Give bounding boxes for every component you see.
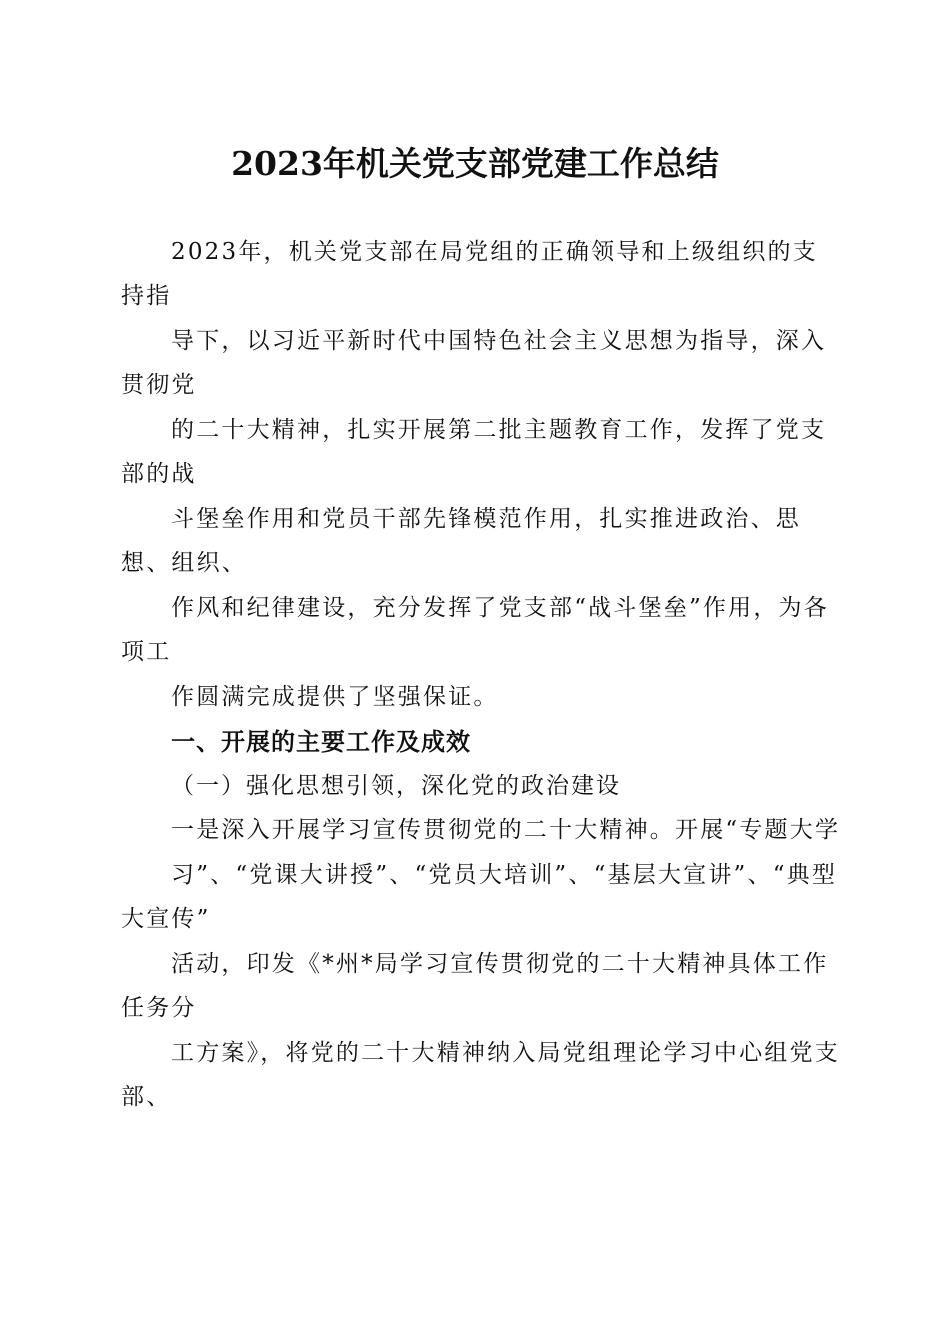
paragraph: 工方案》，将党的二十大精神纳入局党组理论学习中心组党支部、 (121, 1040, 840, 1110)
paragraph: 习”、“党课大讲授”、“党员大培训”、“基层大宣讲”、“典型大宣传” (121, 862, 838, 932)
paragraph: 作风和纪律建设，充分发挥了党支部“战斗堡垒”作用，为各项工 (121, 595, 829, 665)
paragraph: 活动，印发《*州*局学习宣传贯彻党的二十大精神具体工作任务分 (121, 951, 829, 1021)
document-body (121, 230, 841, 1120)
section-subheading: （一）强化思想引领，深化党的政治建设 (171, 773, 621, 799)
paragraph: 2023年，机关党支部在局党组的正确领导和上级组织的支持指 (121, 239, 818, 309)
document-title: 2023年机关党支部党建工作总结 (231, 144, 719, 183)
paragraph: 作圆满完成提供了坚强保证。 (171, 684, 499, 710)
paragraph: 的二十大精神，扎实开展第二批主题教育工作，发挥了党支部的战 (121, 417, 827, 487)
paragraph: 一是深入开展学习宣传贯彻党的二十大精神。开展“专题大学 (171, 817, 841, 843)
section-heading: 一、开展的主要工作及成效 (171, 728, 471, 756)
paragraph: 斗堡垒作用和党员干部先锋模范作用，扎实推进政治、思想、组织、 (121, 506, 801, 576)
paragraph: 导下，以习近平新时代中国特色社会主义思想为指导，深入贯彻党 (121, 328, 827, 398)
